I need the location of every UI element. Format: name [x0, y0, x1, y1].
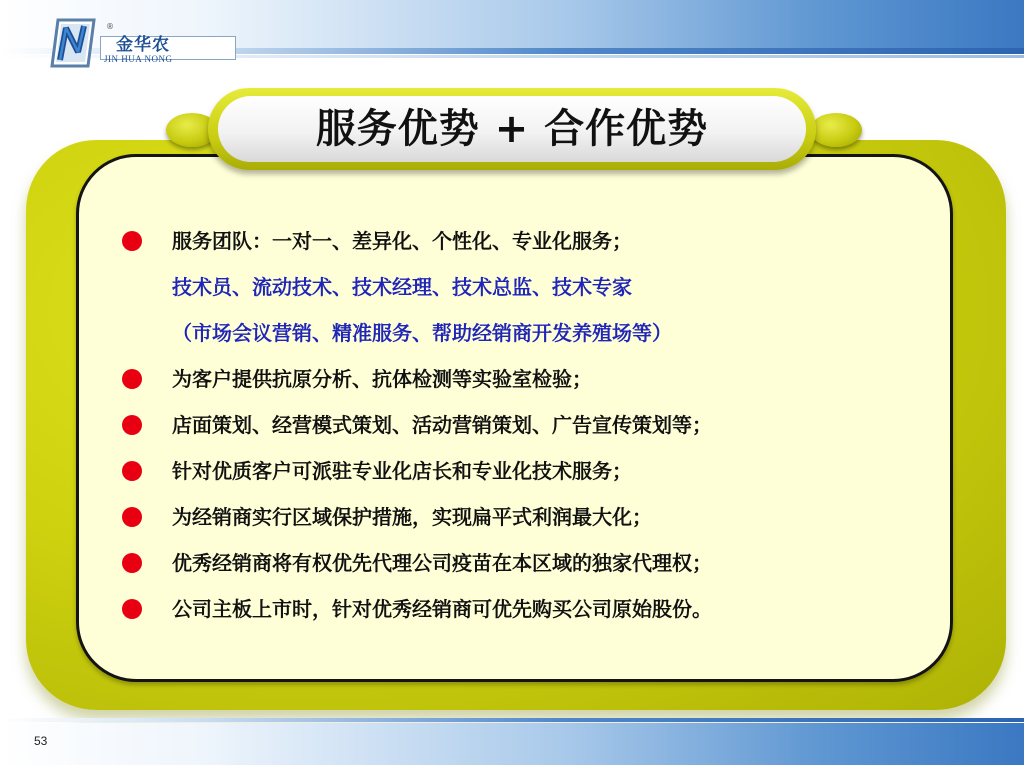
logo-n-icon: [44, 18, 102, 68]
list-item: [118, 540, 938, 586]
list-item: [118, 448, 938, 494]
page-number: 53: [34, 734, 48, 748]
bullet-list: [118, 218, 938, 632]
list-item: [118, 402, 938, 448]
bullet-dot-icon: [122, 553, 142, 573]
logo-registered-mark: ®: [106, 22, 114, 31]
footer-stripe: [0, 718, 1024, 722]
list-item-text: 服务团队：一对一、差异化、个性化、专业化服务；: [172, 229, 632, 253]
list-item-text: 店面策划、经营模式策划、活动营销策划、广告宣传策划等；: [172, 413, 712, 437]
list-item: [118, 310, 938, 356]
list-item-text: （市场会议营销、精准服务、帮助经销商开发养殖场等）: [172, 321, 672, 345]
bullet-dot-icon: [122, 415, 142, 435]
list-item-text: 优秀经销商将有权优先代理公司疫苗在本区域的独家代理权；: [172, 551, 712, 575]
bullet-dot-icon: [122, 369, 142, 389]
bullet-dot-icon: [122, 599, 142, 619]
list-item: [118, 218, 938, 264]
logo-chinese-name: 金华农: [116, 35, 170, 55]
list-item: [118, 494, 938, 540]
footer-band: [0, 723, 1024, 765]
slide-title: 服务优势 + 合作优势: [315, 106, 709, 152]
list-item-text: 技术员、流动技术、技术经理、技术总监、技术专家: [172, 275, 632, 299]
list-item: [118, 264, 938, 310]
list-item: [118, 356, 938, 402]
bullet-dot-icon: [122, 231, 142, 251]
list-item-text: 为经销商实行区域保护措施，实现扁平式利润最大化；: [172, 505, 652, 529]
title-ornament-right: [810, 113, 862, 147]
bullet-dot-icon: [122, 461, 142, 481]
logo-english-name: JIN HUA NONG: [104, 54, 173, 64]
list-item-text: 公司主板上市时，针对优秀经销商可优先购买公司原始股份。: [172, 597, 712, 621]
company-logo: [44, 16, 204, 70]
bullet-dot-icon: [122, 507, 142, 527]
list-item: [118, 586, 938, 632]
list-item-text: 针对优质客户可派驻专业化店长和专业化技术服务；: [172, 459, 632, 483]
list-item-text: 为客户提供抗原分析、抗体检测等实验室检验；: [172, 367, 592, 391]
